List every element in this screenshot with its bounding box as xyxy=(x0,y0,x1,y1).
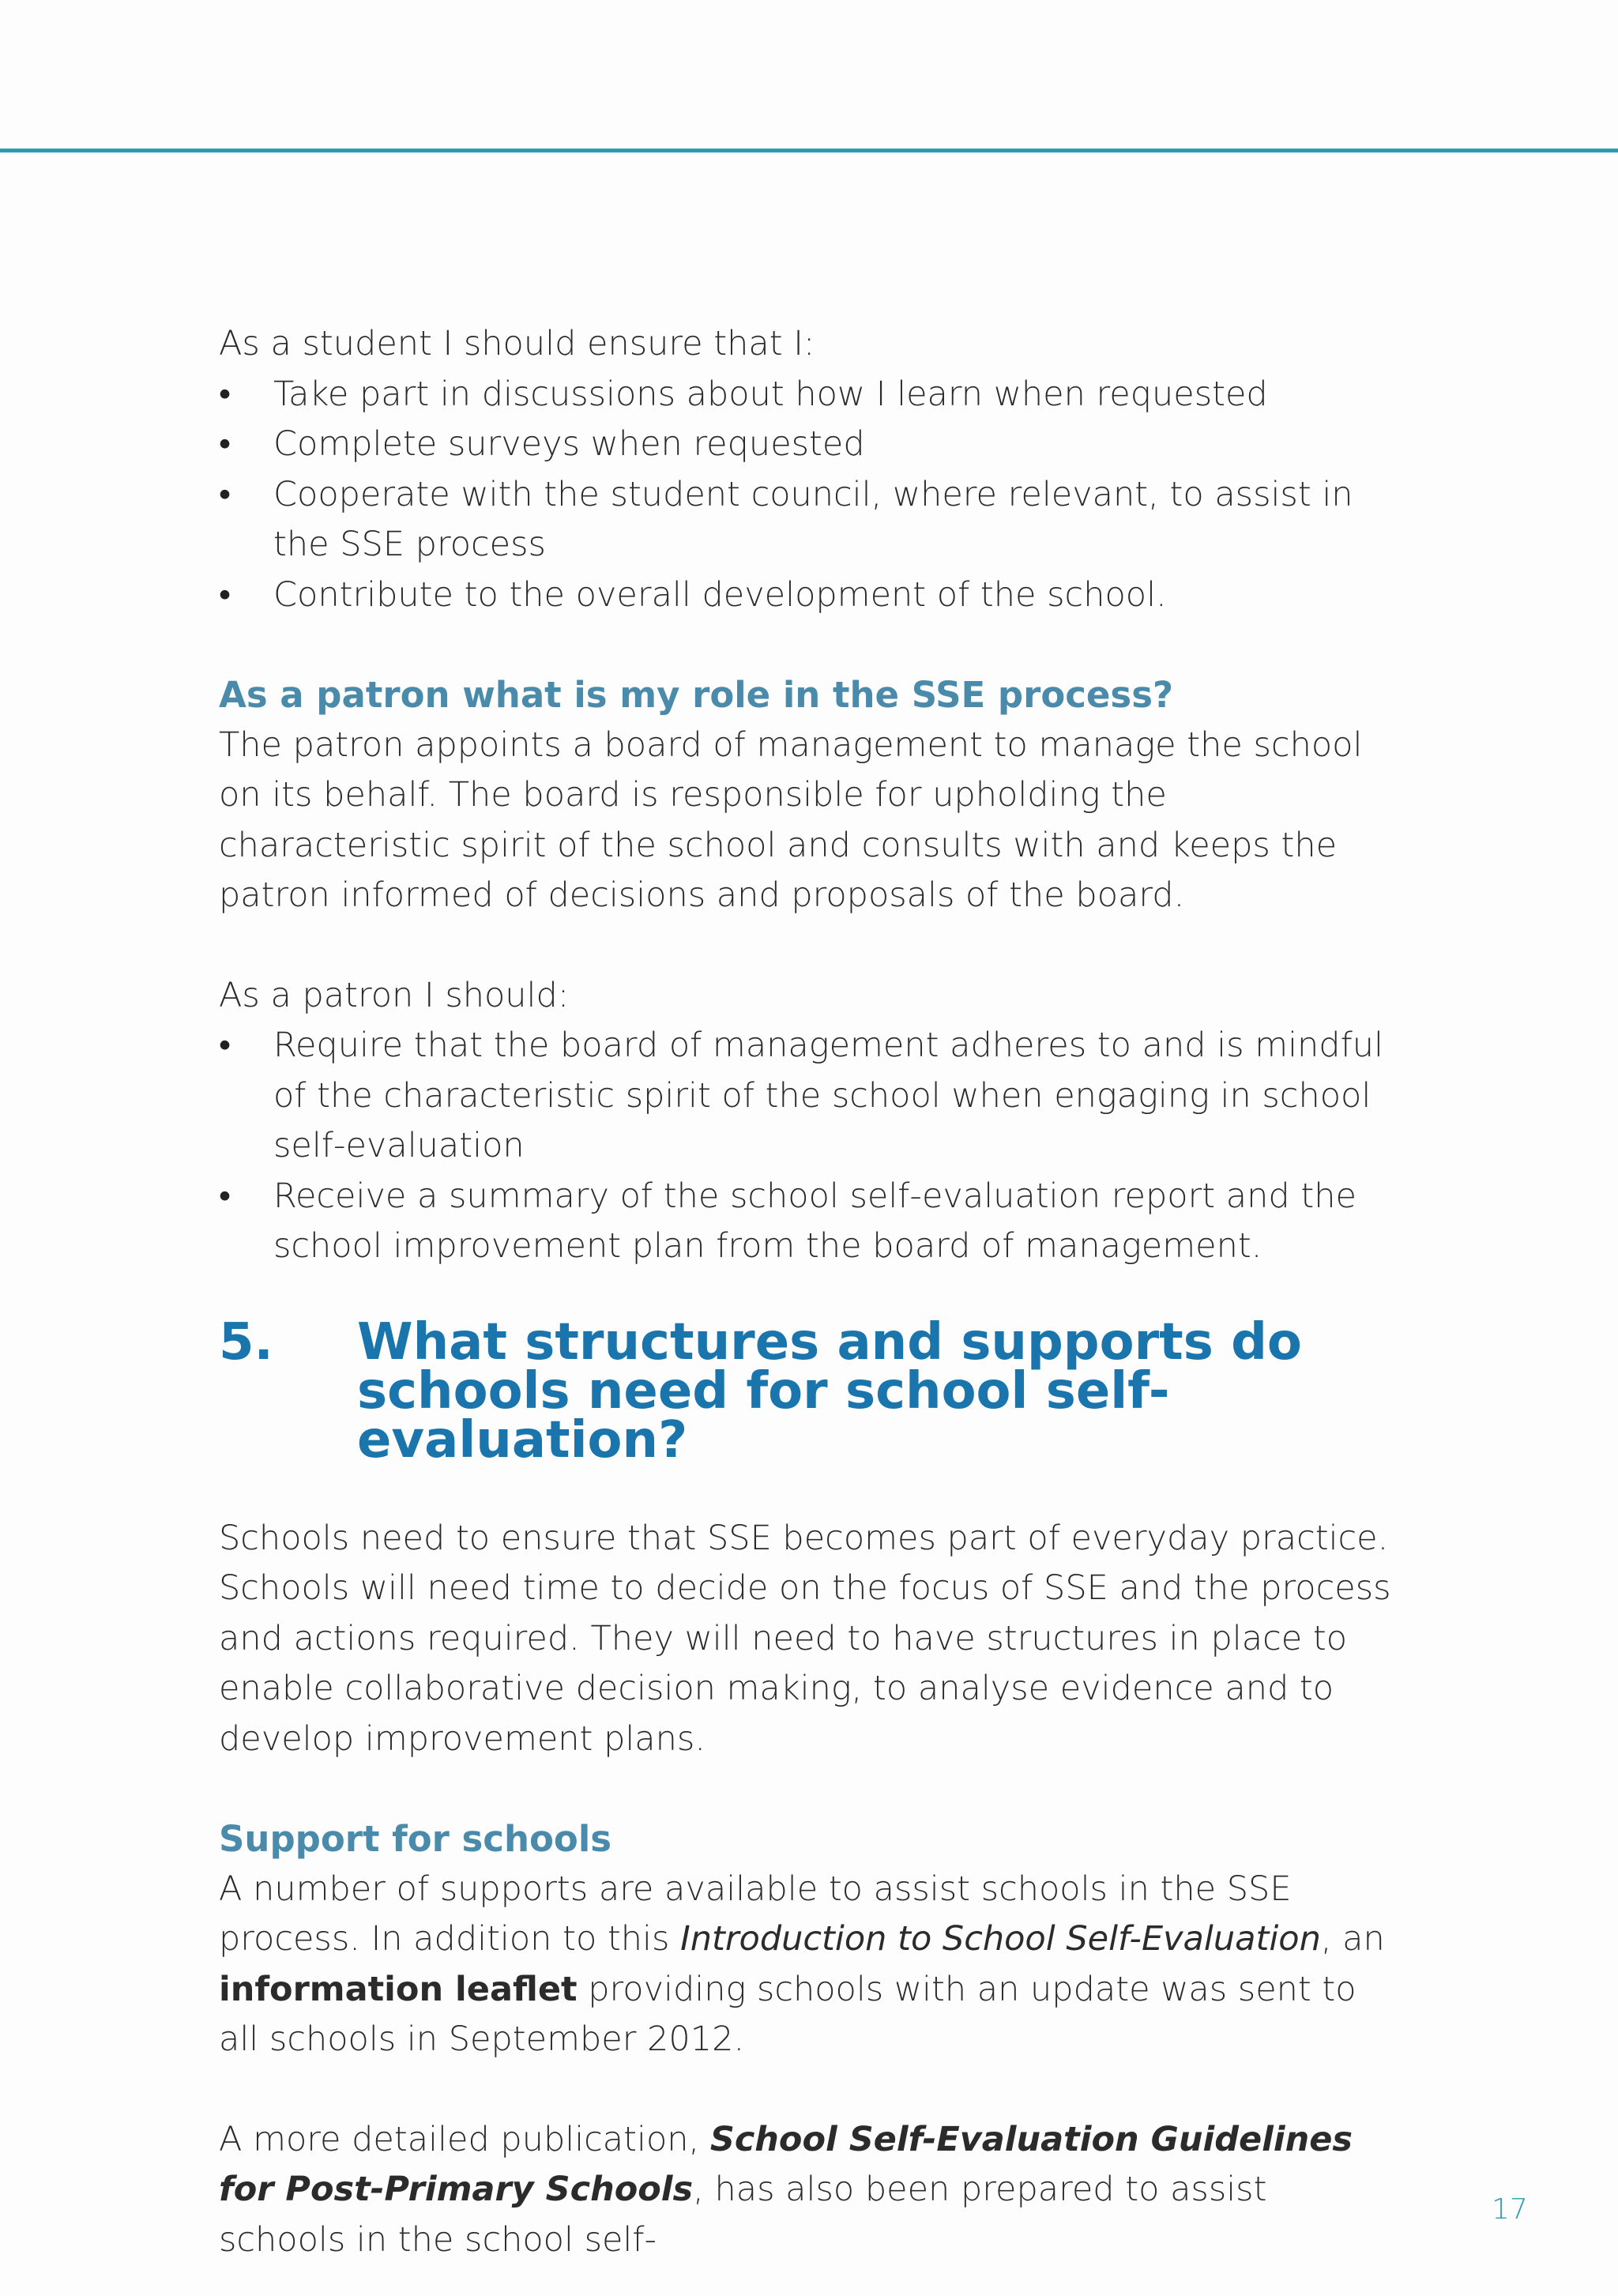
support-paragraph-2 xyxy=(219,2115,1404,2266)
student-intro: As a student I should ensure that I: xyxy=(219,324,815,363)
support-paragraph-1 xyxy=(219,1865,1404,2065)
list-item: • Complete surveys when requested xyxy=(219,420,1404,470)
patron-intro: As a patron I should: xyxy=(219,975,570,1015)
spacer xyxy=(219,620,1404,670)
student-bullet-list xyxy=(219,370,1404,621)
text-run: , an xyxy=(1320,1919,1385,1959)
section-number: 5. xyxy=(219,1312,273,1372)
list-item: • Contribute to the overall development of the school. xyxy=(219,570,1404,621)
publication-title: School Self-Evaluation Guidelines for Post-Primary Schools xyxy=(219,2119,1353,2209)
section-paragraph: Schools need to ensure that SSE becomes part of everyday practice. Schools will need time to decide on the focus of SSE and the process and actions required. They will need to have structures in place to enable collaborative decision making, to analyse evidence and to develop improvement plans. xyxy=(219,1518,1391,1759)
text-run: providing schools with an update was sent to all schools in September 2012. xyxy=(219,1969,1356,2059)
section-heading xyxy=(219,1312,1404,1470)
patron-heading: As a patron what is my role in the SSE process? xyxy=(219,674,1174,716)
page-content xyxy=(219,319,1404,2265)
header-rule xyxy=(0,149,1618,152)
patron-bullet-list xyxy=(219,1021,1404,1272)
support-heading: Support for schools xyxy=(219,1818,612,1860)
patron-paragraph: The patron appoints a board of management to manage the school on its behalf. The board is responsible for upholding the characteristic spirit of the school and consults with and keeps the patron informed of decisions and proposals of the board. xyxy=(219,725,1363,915)
page-number: 17 xyxy=(1492,2193,1528,2226)
text-run: A more detailed publication, xyxy=(219,2119,710,2159)
spacer xyxy=(219,2065,1404,2115)
list-item: • Receive a summary of the school self-evaluation report and the school improvement plan from the board of management. xyxy=(219,1172,1404,1272)
publication-title: Introduction to School Self-Evaluation xyxy=(680,1919,1321,1959)
text-run: A number of supports are available to assist schools in the SSE process. In addition to this xyxy=(219,1869,1292,1959)
spacer xyxy=(219,1764,1404,1814)
text-run: , has also been prepared to assist schools in the school self- xyxy=(219,2170,1267,2260)
list-item: • Take part in discussions about how I learn when requested xyxy=(219,370,1404,420)
emphasis-text: information leaflet xyxy=(219,1969,578,2009)
spacer xyxy=(219,921,1404,971)
list-item: • Cooperate with the student council, where relevant, to assist in the SSE process xyxy=(219,470,1404,570)
list-item: • Require that the board of management adheres to and is mindful of the characteristic spirit of the school when engaging in school self-evaluation xyxy=(219,1021,1404,1172)
section-title: What structures and supports do schools need for school self-evaluation? xyxy=(357,1312,1302,1470)
